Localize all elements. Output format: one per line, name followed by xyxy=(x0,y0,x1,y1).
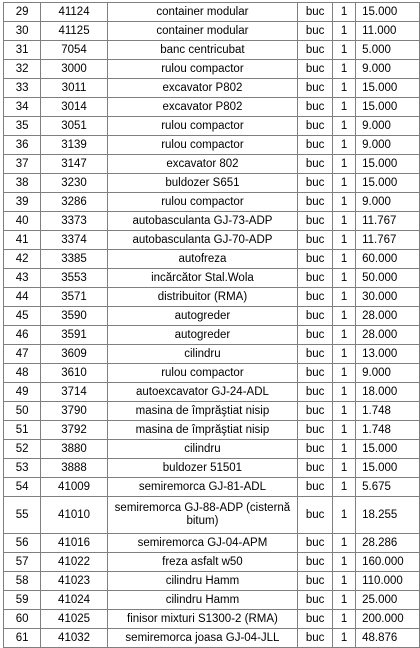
quantity-cell: 1 xyxy=(333,402,356,421)
inventory-code-cell: 3571 xyxy=(41,288,107,307)
table-row xyxy=(4,364,420,383)
quantity-cell: 1 xyxy=(333,440,356,459)
unit-cell: buc xyxy=(298,326,333,345)
inventory-code-cell: 3591 xyxy=(41,326,107,345)
unit-cell: buc xyxy=(298,212,333,231)
table-row xyxy=(4,22,420,41)
value-cell: 13.000 xyxy=(356,345,420,364)
inventory-code-cell: 41032 xyxy=(41,629,107,648)
row-number-cell: 33 xyxy=(4,79,41,98)
value-cell: 9.000 xyxy=(356,117,420,136)
table-row xyxy=(4,402,420,421)
inventory-code-cell: 41009 xyxy=(41,478,107,497)
inventory-code-cell: 3714 xyxy=(41,383,107,402)
value-cell: 15.000 xyxy=(356,3,420,22)
inventory-code-cell: 41016 xyxy=(41,534,107,553)
row-number-cell: 56 xyxy=(4,534,41,553)
value-cell: 11.767 xyxy=(356,231,420,250)
inventory-code-cell: 41010 xyxy=(41,497,107,534)
table-row xyxy=(4,79,420,98)
value-cell: 18.255 xyxy=(356,497,420,534)
value-cell: 1.748 xyxy=(356,402,420,421)
inventory-code-cell: 3014 xyxy=(41,98,107,117)
row-number-cell: 53 xyxy=(4,459,41,478)
quantity-cell: 1 xyxy=(333,41,356,60)
table-row xyxy=(4,572,420,591)
unit-cell: buc xyxy=(298,41,333,60)
value-cell: 9.000 xyxy=(356,136,420,155)
row-number-cell: 40 xyxy=(4,212,41,231)
row-number-cell: 35 xyxy=(4,117,41,136)
table-row xyxy=(4,629,420,648)
inventory-code-cell: 3011 xyxy=(41,79,107,98)
unit-cell: buc xyxy=(298,231,333,250)
inventory-code-cell: 41022 xyxy=(41,553,107,572)
table-row xyxy=(4,534,420,553)
unit-cell: buc xyxy=(298,193,333,212)
row-number-cell: 59 xyxy=(4,591,41,610)
value-cell: 11.767 xyxy=(356,212,420,231)
table-row xyxy=(4,440,420,459)
item-name-cell: banc centricubat xyxy=(107,41,297,60)
item-name-cell: autoexcavator GJ-24-ADL xyxy=(107,383,297,402)
value-cell: 15.000 xyxy=(356,79,420,98)
quantity-cell: 1 xyxy=(333,79,356,98)
inventory-code-cell: 3609 xyxy=(41,345,107,364)
item-name-cell: freza asfalt w50 xyxy=(107,553,297,572)
quantity-cell: 1 xyxy=(333,98,356,117)
value-cell: 15.000 xyxy=(356,459,420,478)
quantity-cell: 1 xyxy=(333,155,356,174)
row-number-cell: 49 xyxy=(4,383,41,402)
value-cell: 60.000 xyxy=(356,250,420,269)
inventory-code-cell: 3373 xyxy=(41,212,107,231)
value-cell: 160.000 xyxy=(356,553,420,572)
row-number-cell: 43 xyxy=(4,269,41,288)
row-number-cell: 29 xyxy=(4,3,41,22)
value-cell: 25.000 xyxy=(356,591,420,610)
item-name-cell: autobasculanta GJ-73-ADP xyxy=(107,212,297,231)
row-number-cell: 48 xyxy=(4,364,41,383)
item-name-cell: masina de împrăştiat nisip xyxy=(107,402,297,421)
unit-cell: buc xyxy=(298,250,333,269)
unit-cell: buc xyxy=(298,440,333,459)
quantity-cell: 1 xyxy=(333,307,356,326)
unit-cell: buc xyxy=(298,136,333,155)
unit-cell: buc xyxy=(298,60,333,79)
row-number-cell: 50 xyxy=(4,402,41,421)
value-cell: 28.000 xyxy=(356,307,420,326)
unit-cell: buc xyxy=(298,98,333,117)
unit-cell: buc xyxy=(298,591,333,610)
inventory-code-cell: 3888 xyxy=(41,459,107,478)
unit-cell: buc xyxy=(298,383,333,402)
inventory-code-cell: 3790 xyxy=(41,402,107,421)
quantity-cell: 1 xyxy=(333,497,356,534)
value-cell: 28.286 xyxy=(356,534,420,553)
item-name-cell: distribuitor (RMA) xyxy=(107,288,297,307)
value-cell: 9.000 xyxy=(356,364,420,383)
quantity-cell: 1 xyxy=(333,288,356,307)
quantity-cell: 1 xyxy=(333,610,356,629)
unit-cell: buc xyxy=(298,288,333,307)
quantity-cell: 1 xyxy=(333,383,356,402)
table-row xyxy=(4,553,420,572)
item-name-cell: autofreza xyxy=(107,250,297,269)
table-row xyxy=(4,212,420,231)
item-name-cell: container modular xyxy=(107,22,297,41)
unit-cell: buc xyxy=(298,402,333,421)
item-name-cell: excavator 802 xyxy=(107,155,297,174)
row-number-cell: 42 xyxy=(4,250,41,269)
inventory-code-cell: 41124 xyxy=(41,3,107,22)
inventory-code-cell: 3147 xyxy=(41,155,107,174)
row-number-cell: 39 xyxy=(4,193,41,212)
unit-cell: buc xyxy=(298,572,333,591)
row-number-cell: 31 xyxy=(4,41,41,60)
row-number-cell: 54 xyxy=(4,478,41,497)
unit-cell: buc xyxy=(298,155,333,174)
item-name-cell: cilindru xyxy=(107,345,297,364)
value-cell: 200.000 xyxy=(356,610,420,629)
inventory-code-cell: 3880 xyxy=(41,440,107,459)
inventory-code-cell: 3792 xyxy=(41,421,107,440)
item-name-cell: autogreder xyxy=(107,326,297,345)
unit-cell: buc xyxy=(298,459,333,478)
value-cell: 15.000 xyxy=(356,440,420,459)
item-name-cell: incărcător Stal.Wola xyxy=(107,269,297,288)
table-row xyxy=(4,269,420,288)
item-name-cell: rulou compactor xyxy=(107,193,297,212)
item-name-cell: cilindru Hamm xyxy=(107,572,297,591)
quantity-cell: 1 xyxy=(333,269,356,288)
unit-cell: buc xyxy=(298,629,333,648)
unit-cell: buc xyxy=(298,610,333,629)
quantity-cell: 1 xyxy=(333,629,356,648)
table-row xyxy=(4,307,420,326)
unit-cell: buc xyxy=(298,478,333,497)
inventory-code-cell: 3286 xyxy=(41,193,107,212)
item-name-cell: semiremorca GJ-88-ADP (cisternă bitum) xyxy=(107,497,297,534)
unit-cell: buc xyxy=(298,269,333,288)
item-name-cell: buldozer S651 xyxy=(107,174,297,193)
row-number-cell: 60 xyxy=(4,610,41,629)
quantity-cell: 1 xyxy=(333,3,356,22)
table-row xyxy=(4,326,420,345)
inventory-code-cell: 3000 xyxy=(41,60,107,79)
row-number-cell: 38 xyxy=(4,174,41,193)
table-row xyxy=(4,383,420,402)
value-cell: 50.000 xyxy=(356,269,420,288)
row-number-cell: 57 xyxy=(4,553,41,572)
value-cell: 28.000 xyxy=(356,326,420,345)
inventory-code-cell: 41023 xyxy=(41,572,107,591)
row-number-cell: 61 xyxy=(4,629,41,648)
quantity-cell: 1 xyxy=(333,572,356,591)
quantity-cell: 1 xyxy=(333,136,356,155)
table-row xyxy=(4,136,420,155)
inventory-code-cell: 3385 xyxy=(41,250,107,269)
item-name-cell: autobasculanta GJ-70-ADP xyxy=(107,231,297,250)
quantity-cell: 1 xyxy=(333,345,356,364)
inventory-code-cell: 41125 xyxy=(41,22,107,41)
row-number-cell: 32 xyxy=(4,60,41,79)
unit-cell: buc xyxy=(298,79,333,98)
unit-cell: buc xyxy=(298,364,333,383)
inventory-code-cell: 41025 xyxy=(41,610,107,629)
quantity-cell: 1 xyxy=(333,591,356,610)
row-number-cell: 47 xyxy=(4,345,41,364)
value-cell: 15.000 xyxy=(356,98,420,117)
inventory-code-cell: 3590 xyxy=(41,307,107,326)
quantity-cell: 1 xyxy=(333,421,356,440)
quantity-cell: 1 xyxy=(333,22,356,41)
value-cell: 9.000 xyxy=(356,60,420,79)
quantity-cell: 1 xyxy=(333,478,356,497)
table-row xyxy=(4,174,420,193)
item-name-cell: finisor mixturi S1300-2 (RMA) xyxy=(107,610,297,629)
inventory-table xyxy=(3,2,420,648)
item-name-cell: container modular xyxy=(107,3,297,22)
item-name-cell: rulou compactor xyxy=(107,60,297,79)
item-name-cell: cilindru xyxy=(107,440,297,459)
table-row xyxy=(4,610,420,629)
unit-cell: buc xyxy=(298,174,333,193)
unit-cell: buc xyxy=(298,22,333,41)
unit-cell: buc xyxy=(298,117,333,136)
item-name-cell: autogreder xyxy=(107,307,297,326)
table-row xyxy=(4,497,420,534)
table-row xyxy=(4,421,420,440)
row-number-cell: 52 xyxy=(4,440,41,459)
value-cell: 11.000 xyxy=(356,22,420,41)
table-row xyxy=(4,231,420,250)
item-name-cell: excavator P802 xyxy=(107,79,297,98)
table-row xyxy=(4,98,420,117)
inventory-code-cell: 3051 xyxy=(41,117,107,136)
table-row xyxy=(4,250,420,269)
item-name-cell: buldozer 51501 xyxy=(107,459,297,478)
unit-cell: buc xyxy=(298,307,333,326)
quantity-cell: 1 xyxy=(333,174,356,193)
quantity-cell: 1 xyxy=(333,212,356,231)
value-cell: 18.000 xyxy=(356,383,420,402)
table-row xyxy=(4,155,420,174)
quantity-cell: 1 xyxy=(333,60,356,79)
row-number-cell: 44 xyxy=(4,288,41,307)
inventory-code-cell: 3230 xyxy=(41,174,107,193)
row-number-cell: 55 xyxy=(4,497,41,534)
table-row xyxy=(4,345,420,364)
row-number-cell: 41 xyxy=(4,231,41,250)
item-name-cell: rulou compactor xyxy=(107,117,297,136)
table-row xyxy=(4,478,420,497)
item-name-cell: cilindru Hamm xyxy=(107,591,297,610)
value-cell: 5.675 xyxy=(356,478,420,497)
quantity-cell: 1 xyxy=(333,117,356,136)
row-number-cell: 37 xyxy=(4,155,41,174)
quantity-cell: 1 xyxy=(333,534,356,553)
value-cell: 1.748 xyxy=(356,421,420,440)
inventory-code-cell: 3553 xyxy=(41,269,107,288)
quantity-cell: 1 xyxy=(333,193,356,212)
quantity-cell: 1 xyxy=(333,459,356,478)
unit-cell: buc xyxy=(298,421,333,440)
value-cell: 5.000 xyxy=(356,41,420,60)
item-name-cell: excavator P802 xyxy=(107,98,297,117)
row-number-cell: 36 xyxy=(4,136,41,155)
item-name-cell: semiremorca joasa GJ-04-JLL xyxy=(107,629,297,648)
unit-cell: buc xyxy=(298,345,333,364)
value-cell: 15.000 xyxy=(356,155,420,174)
quantity-cell: 1 xyxy=(333,250,356,269)
table-row xyxy=(4,3,420,22)
inventory-code-cell: 3374 xyxy=(41,231,107,250)
table-row xyxy=(4,193,420,212)
item-name-cell: semiremorca GJ-81-ADL xyxy=(107,478,297,497)
unit-cell: buc xyxy=(298,534,333,553)
quantity-cell: 1 xyxy=(333,231,356,250)
item-name-cell: rulou compactor xyxy=(107,136,297,155)
unit-cell: buc xyxy=(298,497,333,534)
table-row xyxy=(4,288,420,307)
table-body xyxy=(4,3,420,648)
row-number-cell: 30 xyxy=(4,22,41,41)
table-row xyxy=(4,459,420,478)
inventory-code-cell: 41024 xyxy=(41,591,107,610)
quantity-cell: 1 xyxy=(333,326,356,345)
inventory-code-cell: 3139 xyxy=(41,136,107,155)
item-name-cell: rulou compactor xyxy=(107,364,297,383)
value-cell: 110.000 xyxy=(356,572,420,591)
row-number-cell: 58 xyxy=(4,572,41,591)
table-row xyxy=(4,117,420,136)
item-name-cell: semiremorca GJ-04-APM xyxy=(107,534,297,553)
quantity-cell: 1 xyxy=(333,553,356,572)
inventory-code-cell: 7054 xyxy=(41,41,107,60)
table-row xyxy=(4,591,420,610)
unit-cell: buc xyxy=(298,553,333,572)
item-name-cell: masina de împrăştiat nisip xyxy=(107,421,297,440)
row-number-cell: 46 xyxy=(4,326,41,345)
inventory-code-cell: 3610 xyxy=(41,364,107,383)
value-cell: 30.000 xyxy=(356,288,420,307)
table-row xyxy=(4,41,420,60)
value-cell: 48.876 xyxy=(356,629,420,648)
value-cell: 15.000 xyxy=(356,174,420,193)
row-number-cell: 45 xyxy=(4,307,41,326)
value-cell: 9.000 xyxy=(356,193,420,212)
unit-cell: buc xyxy=(298,3,333,22)
row-number-cell: 34 xyxy=(4,98,41,117)
table-row xyxy=(4,60,420,79)
quantity-cell: 1 xyxy=(333,364,356,383)
row-number-cell: 51 xyxy=(4,421,41,440)
